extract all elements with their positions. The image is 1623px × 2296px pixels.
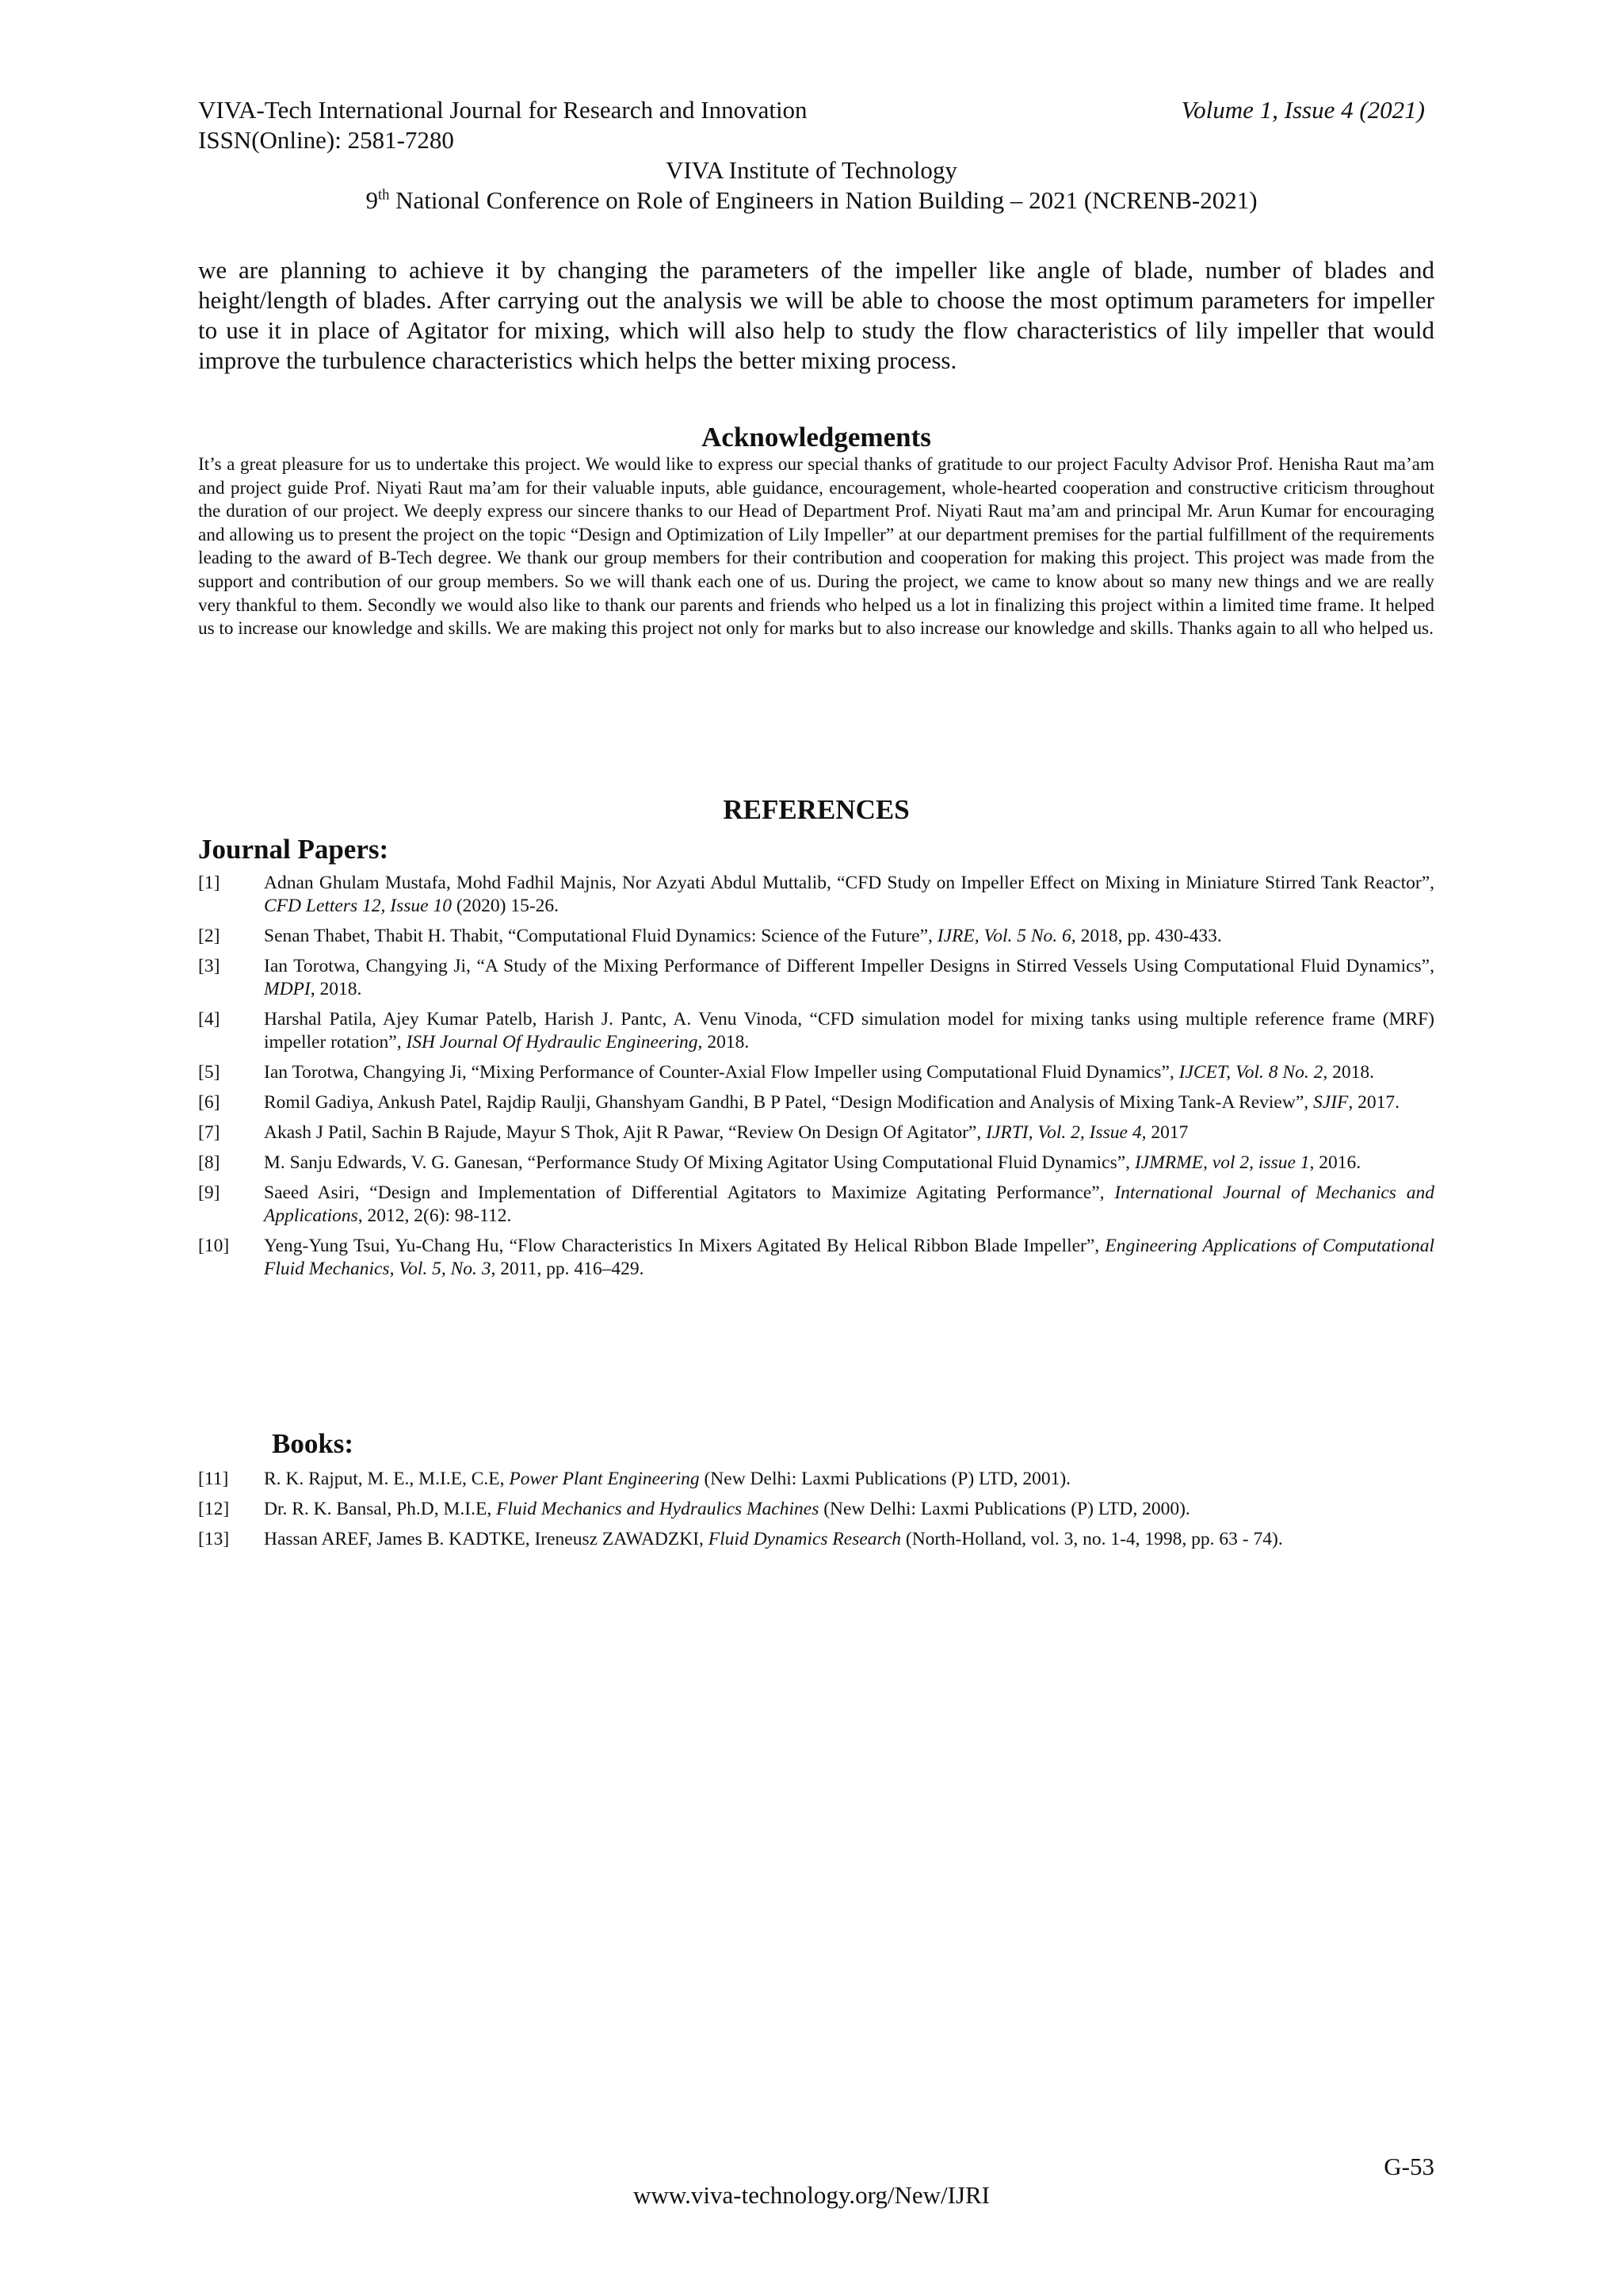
reference-item xyxy=(198,1008,1434,1054)
reference-item xyxy=(198,1235,1434,1281)
journal-name: VIVA-Tech International Journal for Research and Innovation xyxy=(198,96,808,124)
reference-text: Romil Gadiya, Ankush Patel, Rajdip Raulji, Ghanshyam Gandhi, B P Patel, “Design Modification and Analysis of Mixing Tank-A Review”, SJIF, 2017. xyxy=(264,1092,1400,1113)
journal-papers-heading: Journal Papers: xyxy=(198,834,389,865)
reference-text: Senan Thabet, Thabit H. Thabit, “Computational Fluid Dynamics: Science of the Future”, IJRE, Vol. 5 No. 6, 2018, pp. 430-433. xyxy=(264,926,1222,946)
journal-reference-list xyxy=(198,872,1434,1288)
reference-item xyxy=(198,1528,1434,1551)
institute-name: VIVA Institute of Technology xyxy=(666,156,957,184)
reference-number: [6] xyxy=(198,1092,220,1113)
reference-item xyxy=(198,1152,1434,1175)
reference-item xyxy=(198,1468,1434,1491)
reference-text: Hassan AREF, James B. KADTKE, Ireneusz ZAWADZKI, Fluid Dynamics Research (North-Holland, vol. 3, no. 1-4, 1998, pp. 63 - 74). xyxy=(264,1529,1283,1549)
issn: ISSN(Online): 2581-7280 xyxy=(198,126,454,154)
reference-item xyxy=(198,1121,1434,1144)
reference-text: Yeng-Yung Tsui, Yu-Chang Hu, “Flow Characteristics In Mixers Agitated By Helical Ribbon Blade Impeller”, Engineering Applications of Computational Fluid Mechanics, Vol. 5, No. 3, 2011, pp. 416–429. xyxy=(264,1236,1434,1279)
intro-paragraph: we are planning to achieve it by changing the parameters of the impeller like angle of blade, number of blades and height/length of blades. After carrying out the analysis we will be able to choose the most optimum parameters for impeller to use it in place of Agitator for mixing, which will also help to study the flow characteristics of lily impeller that would improve the turbulence characteristics which helps the better mixing process. xyxy=(198,256,1434,374)
reference-item xyxy=(198,1091,1434,1114)
reference-text: Harshal Patila, Ajey Kumar Patelb, Harish J. Pantc, A. Venu Vinoda, “CFD simulation model for mixing tanks using multiple reference frame (MRF) impeller rotation”, ISH Journal Of Hydraulic Engineering, 2018. xyxy=(264,1009,1434,1052)
page-number: G-53 xyxy=(1384,2153,1434,2180)
reference-number: [3] xyxy=(198,956,220,976)
reference-text: Akash J Patil, Sachin B Rajude, Mayur S Thok, Ajit R Pawar, “Review On Design Of Agitator”, IJRTI, Vol. 2, Issue 4, 2017 xyxy=(264,1122,1189,1143)
conference-ordinal: 9 xyxy=(365,186,378,214)
reference-number: [1] xyxy=(198,873,220,893)
book-reference-list xyxy=(198,1468,1434,1558)
reference-text: Adnan Ghulam Mustafa, Mohd Fadhil Majnis, Nor Azyati Abdul Muttalib, “CFD Study on Impeller Effect on Mixing in Miniature Stirred Tank Reactor”, CFD Letters 12, Issue 10 (2020) 15-26. xyxy=(264,873,1434,916)
conference-title: National Conference on Role of Engineers in Nation Building – 2021 (NCRENB-2021) xyxy=(389,186,1258,214)
references-heading: REFERENCES xyxy=(723,794,910,825)
reference-number: [4] xyxy=(198,1009,220,1030)
reference-number: [11] xyxy=(198,1469,229,1489)
reference-text: Dr. R. K. Bansal, Ph.D, M.I.E, Fluid Mechanics and Hydraulics Machines (New Delhi: Laxmi Publications (P) LTD, 2000). xyxy=(264,1499,1190,1519)
reference-item xyxy=(198,1498,1434,1521)
acknowledgements-body: It’s a great pleasure for us to undertake this project. We would like to express our special thanks of gratitude to our project Faculty Advisor Prof. Henisha Raut ma’am and project guide Prof. Niyati Raut ma’am for their valuable inputs, able guidance, encouragement, whole-hearted cooperation and constructive criticism throughout the duration of our project. We deeply express our sincere thanks to our Head of Department Prof. Niyati Raut ma’am and principal Mr. Arun Kumar for encouraging and allowing us to present the project on the topic “Design and Optimization of Lily Impeller” at our department premises for the partial fulfillment of the requirements leading to the award of B-Tech degree. We thank our group members for their contribution and cooperation for making this project. This project was made from the support and contribution of our group members. So we will thank each one of us. During the project, we came to know about so many new things and we are really very thankful to them. Secondly we would also like to thank our parents and friends who helped us a lot in finalizing this project within a limited time frame. It helped us to increase our knowledge and skills. We are making this project not only for marks but to also increase our knowledge and skills. Thanks again to all who helped us. xyxy=(198,454,1434,640)
reference-item xyxy=(198,872,1434,918)
reference-text: Ian Torotwa, Changying Ji, “A Study of the Mixing Performance of Different Impeller Designs in Stirred Vessels Using Computational Fluid Dynamics”, MDPI, 2018. xyxy=(264,956,1434,999)
reference-item xyxy=(198,1061,1434,1084)
reference-number: [8] xyxy=(198,1152,220,1173)
reference-number: [7] xyxy=(198,1122,220,1143)
reference-text: Ian Torotwa, Changying Ji, “Mixing Performance of Counter-Axial Flow Impeller using Computational Fluid Dynamics”, IJCET, Vol. 8 No. 2, 2018. xyxy=(264,1062,1374,1083)
reference-text: R. K. Rajput, M. E., M.I.E, C.E, Power Plant Engineering (New Delhi: Laxmi Publications (P) LTD, 2001). xyxy=(264,1469,1071,1489)
reference-number: [5] xyxy=(198,1062,220,1083)
reference-item xyxy=(198,1182,1434,1228)
reference-number: [10] xyxy=(198,1236,230,1256)
reference-text: M. Sanju Edwards, V. G. Ganesan, “Performance Study Of Mixing Agitator Using Computational Fluid Dynamics”, IJMRME, vol 2, issue 1, 2016. xyxy=(264,1152,1361,1173)
conference-name xyxy=(198,185,1425,216)
reference-number: [2] xyxy=(198,926,220,946)
reference-item xyxy=(198,925,1434,948)
reference-text: Saeed Asiri, “Design and Implementation of Differential Agitators to Maximize Agitating Performance”, International Journal of Mechanics and Applications, 2012, 2(6): 98-112. xyxy=(264,1182,1434,1226)
page-header xyxy=(198,95,1425,216)
reference-item xyxy=(198,955,1434,1001)
reference-number: [12] xyxy=(198,1499,230,1519)
footer-url[interactable]: www.viva-technology.org/New/IJRI xyxy=(633,2181,990,2209)
books-heading: Books: xyxy=(272,1428,354,1459)
reference-number: [13] xyxy=(198,1529,230,1549)
acknowledgements-heading: Acknowledgements xyxy=(701,422,931,453)
reference-number: [9] xyxy=(198,1182,220,1203)
volume-issue: Volume 1, Issue 4 (2021) xyxy=(1181,96,1425,124)
conference-ordinal-suffix: th xyxy=(377,186,390,204)
